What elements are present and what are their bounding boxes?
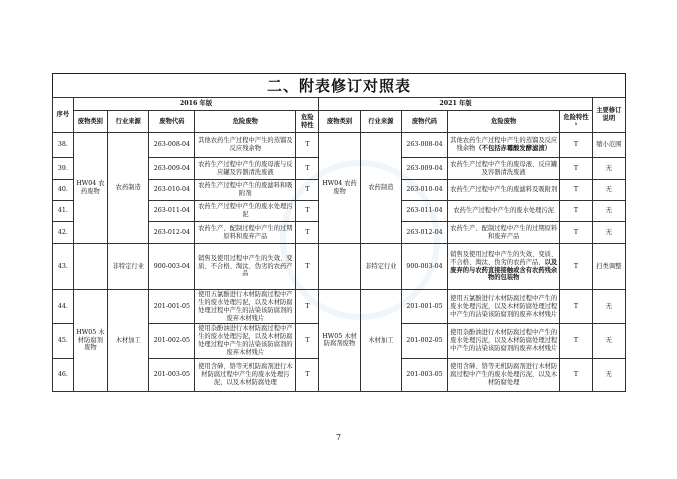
table-row: 46. 201-003-05 使用含砷、铬等无机防腐剂进行木材防腐过程中产生的废水处理污泥，以及木材防腐处理 T 201-003-05 使用含砷、铬等无机防腐剂进行木材防腐过程中产生的废水处理污泥，以及木材防腐处理 T 无 [53,358,626,391]
header-2016: 2016 年版 [73,98,319,111]
category-hw04-new: HW04 农药废物 [319,133,360,244]
header-category-new: 废物类别 [319,111,360,133]
table-row: 44. HW05 木材防腐剂废物 木材加工 201-001-05 使用五氯酚进行木材防腐过程中产生的废水处理污泥，以及木材防腐处理过程中产生的沾染该防腐剂的废弃木材残片 T HW05 木材防腐剂废物 木材加工 201-001-05 使用五氯酚进行木材防腐过程中产生的废水处理污泥，以及木材防腐处理过程中产生的沾染该防腐剂的废弃木材残片 T 无 [53,290,626,324]
industry-wood-new: 木材加工 [360,290,401,392]
header-seq: 序号 [53,98,74,133]
industry-pesticide-old: 农药制造 [108,133,149,244]
header-code-new: 废物代码 [402,111,448,133]
category-hw05-new: HW05 木材防腐剂废物 [319,290,360,392]
header-hazard-new: 危险特性¹ [560,111,592,133]
header-waste-old: 危险废物 [195,111,296,133]
industry-pesticide-new: 农药制造 [360,133,401,244]
header-category-old: 废物类别 [73,111,107,133]
table-row: 39. 263-009-04 农药生产过程中产生的废母液与反应罐及容器清洗废液 T 263-009-04 农药生产过程中产生的废母液、反应罐及容器清洗废液 T 无 [53,158,626,180]
table-row: 41. 263-011-04 农药生产过程中产生的废水处理污泥 T 263-011-04 农药生产过程中产生的废水处理污泥 T 无 [53,201,626,222]
category-hw05-old: HW05 木材防腐剂废物 [73,290,107,392]
table-row: 40. 263-010-04 农药生产过程中产生的废滤料和吸附剂 T 263-010-04 农药生产过程中产生的废滤料及吸附剂 T 无 [53,180,626,201]
table-row: 45. 201-002-05 使用杂酚油进行木材防腐过程中产生的废水处理污泥，以及木材防腐处理过程中产生的沾染该防腐剂的废弃木材残片 T 201-002-05 使用杂酚油进行木材防腐过程中产生的废水处理污泥，以及木材防腐处理过程中产生的沾染该防腐剂的废弃木材残片 T 无 [53,324,626,358]
header-waste-new: 危险废物 [447,111,560,133]
header-2021: 2021 年版 [319,98,592,111]
revision-table [52,97,626,392]
header-hazard-old: 危险特性 [296,111,319,133]
header-industry-old: 行业来源 [108,111,149,133]
category-hw04-old: HW04 农药废物 [73,133,107,244]
header-code-old: 废物代码 [149,111,195,133]
page-title: 二、附表修订对照表 [52,73,626,98]
header-row-1 [53,98,626,111]
header-industry-new: 行业来源 [360,111,401,133]
table-row: 38. HW04 农药废物 农药制造 263-008-04 其他农药生产过程中产生的蒸馏及反应残余物 T HW04 农药废物 农药制造 263-008-04 其他农药生产过程中产生的蒸馏及反应残余物（不包括赤霉酸发酵滤渣） T 缩小范围 [53,133,626,158]
industry-wood-old: 木材加工 [108,290,149,392]
table-row: 42. 263-012-04 农药生产、配制过程中产生的过期原料和废弃产品 T 263-012-04 农药生产、配制过程中产生的过期原料和废弃产品 T 无 [53,222,626,244]
page-number: 7 [335,433,342,442]
header-note: 主要修订说明 [592,98,625,133]
table-row: 43. 非特定行业 900-003-04 销售及使用过程中产生的失效、变质、不合格、淘汰、伪劣的农药产品 T 非特定行业 900-003-04 销售及使用过程中产生的失效、变质、不合格、淘汰、伪劣的农药产品，以及废弃的与农药直接接触或含有农药残余物的包装物 T 扫类调整 [53,244,626,290]
header-row-2 [53,111,626,133]
